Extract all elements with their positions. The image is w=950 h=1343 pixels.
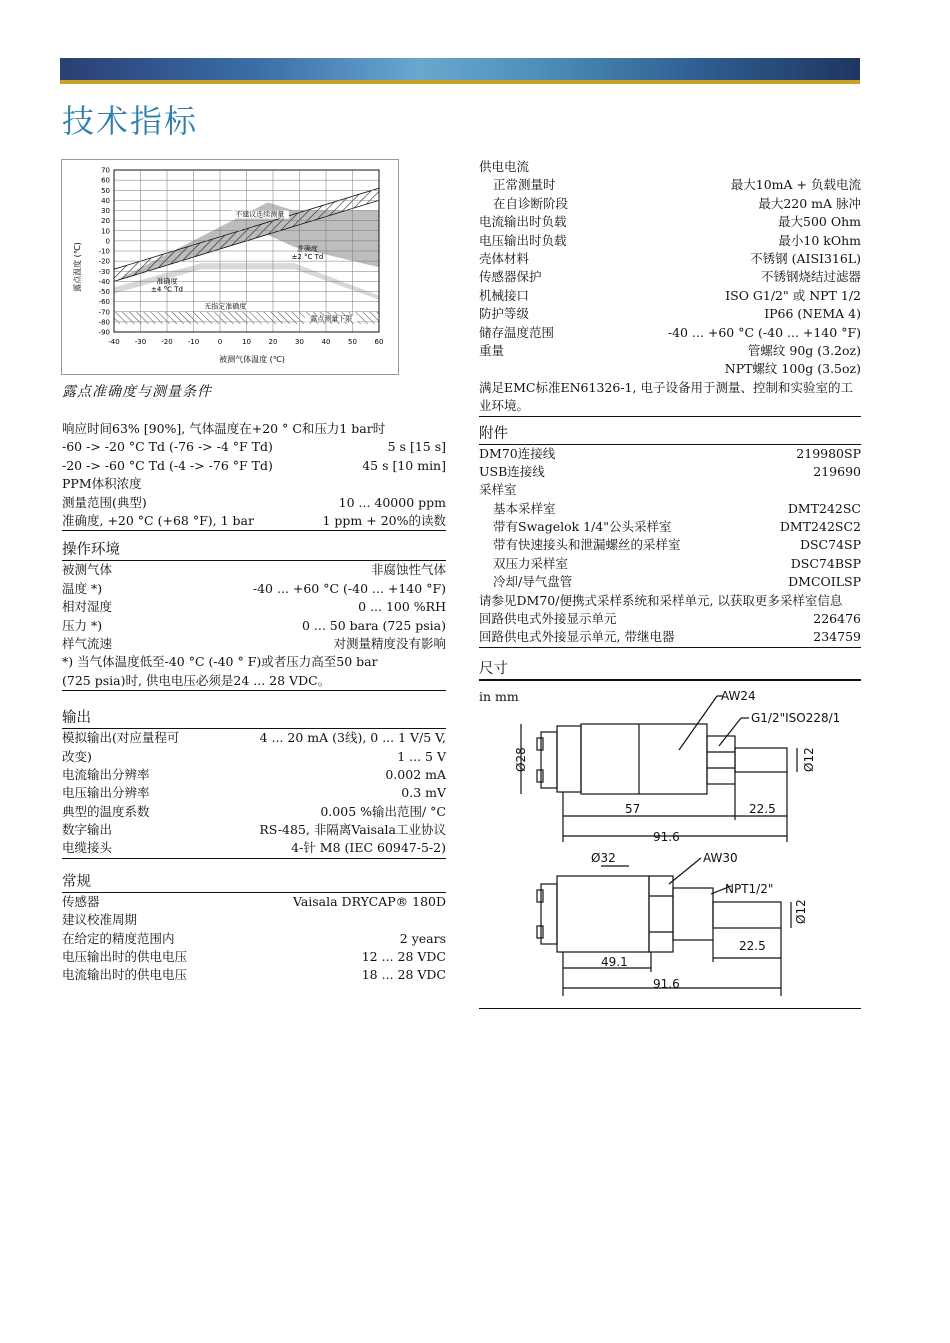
spec-label: 采样室 xyxy=(479,482,517,498)
spec-value: 最大500 Ohm xyxy=(778,214,861,230)
spec-value: 12 ... 28 VDC xyxy=(361,949,446,965)
spec-value: Vaisala DRYCAP® 180D xyxy=(292,893,446,909)
spec-value: 18 ... 28 VDC xyxy=(361,967,446,983)
y-tick-label: 70 xyxy=(101,166,110,175)
spec-label: 准确度, +20 °C (+68 °F), 1 bar xyxy=(62,512,254,528)
chart-plot-area xyxy=(99,167,384,347)
label-lower-limit: 露点测量下限 xyxy=(310,314,353,323)
spec-value: 45 s [10 min] xyxy=(362,457,446,473)
operating-note-2: (725 psia)时, 供电电压必须是24 ... 28 VDC。 xyxy=(62,672,446,691)
chart-caption: 露点准确度与测量条件 xyxy=(62,384,212,400)
dimension-drawings xyxy=(479,680,861,1012)
spec-label: 温度 *) xyxy=(62,580,103,596)
spec-value: RS-485, 非隔离Vaisala工业协议 xyxy=(259,822,446,838)
spec-value: 0 ... 100 %RH xyxy=(358,599,446,615)
spec-label: 回路供电式外接显示单元 xyxy=(479,611,617,627)
spec-label: 电缆接头 xyxy=(62,840,113,856)
spec-row xyxy=(479,250,861,268)
spec-label: 正常测量时 xyxy=(493,177,556,193)
spec-row xyxy=(479,481,861,499)
y-tick-label: -60 xyxy=(98,298,110,307)
spec-row xyxy=(479,213,861,231)
spec-row xyxy=(479,287,861,305)
spec-row xyxy=(479,592,861,610)
d2-total-label: 91.6 xyxy=(653,977,680,991)
spec-label: PPM体积浓度 xyxy=(62,476,142,492)
dimensions-bottom-rule xyxy=(479,1008,861,1009)
spec-value: 0.005 %输出范围/ °C xyxy=(320,803,446,819)
spec-label: 传感器保护 xyxy=(479,269,542,285)
y-tick-label: 10 xyxy=(101,227,110,236)
d1-aw-label: AW24 xyxy=(721,689,756,703)
spec-label: 壳体材料 xyxy=(479,250,530,266)
right-column xyxy=(479,158,861,704)
spec-value: DMCOILSP xyxy=(788,574,861,590)
spec-value: 最大10mA + 负载电流 xyxy=(730,177,861,193)
spec-value: 2 years xyxy=(399,930,446,946)
spec-value: DMT242SC2 xyxy=(779,519,861,535)
spec-row xyxy=(479,324,861,342)
spec-label: 储存温度范围 xyxy=(479,324,555,340)
spec-value: -40 ... +60 °C (-40 ... +140 °F) xyxy=(667,324,861,340)
y-tick-label: 30 xyxy=(101,207,110,215)
d1-thread-label: G1/2"ISO228/1 xyxy=(751,711,841,725)
spec-value: 管螺纹 90g (3.2oz) xyxy=(747,342,861,358)
spec-label: -20 -> -60 °C Td (-4 -> -76 °F Td) xyxy=(62,457,273,473)
x-tick-label: 30 xyxy=(295,338,304,346)
page-title: 技术指标 xyxy=(62,102,199,140)
spec-row xyxy=(479,268,861,286)
spec-label: 重量 xyxy=(479,342,505,358)
spec-value: DSC74BSP xyxy=(790,555,861,571)
y-tick-label: -70 xyxy=(98,308,110,317)
spec-row xyxy=(62,930,446,948)
spec-value: 219690 xyxy=(813,463,861,479)
spec-label: 电流输出分辨率 xyxy=(62,766,150,782)
spec-value: 最小10 kOhm xyxy=(778,232,861,248)
chart-svg xyxy=(62,160,398,374)
spec-label: 电流输出时的供电电压 xyxy=(62,967,188,983)
spec-label: 数字输出 xyxy=(62,822,113,838)
y-tick-label: -20 xyxy=(98,257,110,266)
spec-row xyxy=(62,893,446,911)
d1-len2-label: 22.5 xyxy=(749,802,776,816)
x-tick-label: 60 xyxy=(374,338,384,346)
spec-row xyxy=(62,784,446,802)
y-tick-label: -50 xyxy=(98,288,110,296)
spec-value: 234759 xyxy=(813,629,861,645)
chart-x-label: 被测气体温度 (℃) xyxy=(219,355,285,364)
spec-label: 传感器 xyxy=(62,893,100,909)
spec-row xyxy=(479,500,861,518)
spec-row xyxy=(479,555,861,573)
spec-label: 样气流速 xyxy=(62,635,113,651)
x-tick-label: -30 xyxy=(134,338,147,346)
y-tick-label: 50 xyxy=(101,186,110,195)
spec-row xyxy=(479,342,861,360)
y-tick-label: 20 xyxy=(101,217,110,226)
spec-row xyxy=(479,518,861,536)
power-spec-list xyxy=(479,158,861,379)
spec-label: USB连接线 xyxy=(479,463,545,479)
y-tick-label: -90 xyxy=(98,328,110,337)
spec-value: 226476 xyxy=(813,611,861,627)
spec-label: 电流输出时负载 xyxy=(479,214,567,230)
spec-value: IP66 (NEMA 4) xyxy=(764,306,861,322)
spec-value: 5 s [15 s] xyxy=(387,439,446,455)
spec-value: 4 ... 20 mA (3线), 0 ... 1 V/5 V, xyxy=(259,730,446,746)
spec-label: 响应时间63% [90%], 气体温度在+20 ° C和压力1 bar时 xyxy=(62,421,386,436)
spec-value: 非腐蚀性气体 xyxy=(370,562,446,578)
spec-row xyxy=(479,232,861,250)
emc-statement: 满足EMC标准EN61326-1, 电子设备用于测量、控制和实验室的工业环境。 xyxy=(479,379,861,417)
spec-label: 测量范围(典型) xyxy=(62,494,147,510)
spec-value: 1 ppm + 20%的读数 xyxy=(322,512,446,528)
x-tick-label: -20 xyxy=(161,338,173,346)
d1-probe xyxy=(735,748,787,772)
spec-row xyxy=(62,748,446,766)
label-unspecified: 无指定准确度 xyxy=(204,302,247,311)
label-acc2-2: ±2 °C Td xyxy=(291,253,324,262)
spec-row xyxy=(479,305,861,323)
left-column xyxy=(62,420,446,985)
spec-row xyxy=(62,457,446,475)
spec-row xyxy=(479,610,861,628)
d2-len2-label: 22.5 xyxy=(739,939,766,953)
y-tick-label: -40 xyxy=(98,277,110,286)
operating-section-title: 操作环境 xyxy=(62,541,446,561)
spec-row xyxy=(62,617,446,635)
y-tick-label: -10 xyxy=(98,247,110,256)
d1-body xyxy=(581,724,707,794)
spec-value: 10 ... 40000 ppm xyxy=(338,494,446,510)
d2-hex xyxy=(649,876,673,952)
chart-y-label: 露点温度 (℃) xyxy=(73,242,82,292)
spec-label: -60 -> -20 °C Td (-76 -> -4 °F Td) xyxy=(62,439,273,455)
spec-row xyxy=(479,573,861,591)
spec-label: 改变) xyxy=(62,748,92,764)
x-tick-label: -10 xyxy=(187,338,200,346)
spec-label: 相对湿度 xyxy=(62,599,113,615)
spec-value: 最大220 mA 脉冲 xyxy=(758,195,861,211)
spec-label: 冷却/导气盘管 xyxy=(493,574,573,590)
spec-label: 防护等级 xyxy=(479,306,530,322)
y-tick-label: 60 xyxy=(101,176,110,185)
spec-row xyxy=(62,966,446,984)
spec-label: DM70连接线 xyxy=(479,445,556,461)
spec-label: 电压输出时的供电电压 xyxy=(62,949,188,965)
spec-row xyxy=(62,911,446,929)
d2-thread-label: NPT1/2" xyxy=(725,882,774,896)
spec-row xyxy=(479,360,861,378)
operating-note-1: *) 当气体温度低至-40 °C (-40 ° F)或者压力高至50 bar xyxy=(62,654,378,670)
spec-value: 0.3 mV xyxy=(401,785,446,801)
spec-label: 带有Swagelok 1/4"公头采样室 xyxy=(493,519,672,535)
x-tick-label: 50 xyxy=(348,338,357,346)
spec-row xyxy=(62,561,446,579)
spec-value: 0 ... 50 bara (725 psia) xyxy=(301,617,446,633)
label-acc2-1: 准确度 xyxy=(296,245,318,253)
spec-label: 在自诊断阶段 xyxy=(493,195,569,211)
label-acc4-2: ±4 °C Td xyxy=(151,285,183,294)
d1-len1-label: 57 xyxy=(625,802,641,816)
x-tick-label: 10 xyxy=(242,338,251,346)
y-tick-label: 40 xyxy=(101,196,110,205)
d2-dia-label: Ø32 xyxy=(591,851,616,865)
d2-tip-label: Ø12 xyxy=(794,899,808,924)
spec-row xyxy=(479,176,861,194)
spec-row xyxy=(62,475,446,493)
spec-value: 1 ... 5 V xyxy=(397,748,446,764)
spec-row xyxy=(62,420,446,438)
y-tick-label: -80 xyxy=(98,318,110,327)
spec-label: 回路供电式外接显示单元, 带继电器 xyxy=(479,629,675,645)
spec-row xyxy=(62,839,446,858)
spec-value: 对测量精度没有影响 xyxy=(333,635,446,651)
spec-label: 压力 *) xyxy=(62,617,103,633)
spec-label: 模拟输出(对应量程可 xyxy=(62,730,180,746)
accessories-section-title: 附件 xyxy=(479,425,861,445)
spec-value: ISO G1/2" 或 NPT 1/2 xyxy=(725,287,861,303)
spec-value: -40 ... +60 °C (-40 ... +140 °F) xyxy=(252,580,446,596)
spec-row xyxy=(62,803,446,821)
accessories-list xyxy=(479,445,861,648)
spec-row xyxy=(62,580,446,598)
spec-value: 4-针 M8 (IEC 60947-5-2) xyxy=(291,840,446,856)
spec-value: 219980SP xyxy=(796,445,861,461)
spec-value: 不锈钢烧结过滤器 xyxy=(760,269,861,285)
dimensions-unit: in mm xyxy=(479,688,519,704)
spec-row xyxy=(479,463,861,481)
spec-row xyxy=(479,536,861,554)
spec-row xyxy=(479,445,861,463)
label-not-recommended: 不建议连续测量 xyxy=(235,210,285,219)
spec-row xyxy=(62,635,446,653)
spec-label: 双压力采样室 xyxy=(493,555,569,571)
spec-label: 典型的温度系数 xyxy=(62,803,150,819)
response-spec-list xyxy=(62,420,446,531)
spec-label: 在给定的精度范围内 xyxy=(62,930,175,946)
spec-row xyxy=(479,195,861,213)
spec-label: 建议校准周期 xyxy=(62,912,138,928)
general-spec-list xyxy=(62,893,446,985)
spec-value: DSC74SP xyxy=(799,537,861,553)
spec-row xyxy=(62,729,446,747)
spec-label: 电压输出分辨率 xyxy=(62,785,150,801)
x-tick-label: 40 xyxy=(321,338,331,346)
spec-label: 带有快速接头和泄漏螺丝的采样室 xyxy=(493,537,681,553)
spec-label: 电压输出时负载 xyxy=(479,232,567,248)
d2-len1-label: 49.1 xyxy=(601,955,628,969)
x-tick-label: 0 xyxy=(217,338,223,346)
operating-spec-list xyxy=(62,561,446,653)
y-tick-label: 0 xyxy=(105,237,110,246)
spec-row xyxy=(62,766,446,784)
dewpoint-accuracy-chart xyxy=(61,159,399,375)
d2-body xyxy=(557,876,649,952)
spec-value: NPT螺纹 100g (3.5oz) xyxy=(724,361,861,377)
spec-value: DMT242SC xyxy=(787,500,861,516)
header-banner xyxy=(60,58,860,80)
spec-row xyxy=(62,494,446,512)
d2-probe xyxy=(713,902,781,928)
spec-row xyxy=(479,628,861,647)
spec-row xyxy=(62,948,446,966)
spec-row xyxy=(62,821,446,839)
y-tick-label: -30 xyxy=(98,267,110,276)
d2-aw-label: AW30 xyxy=(703,851,738,865)
x-tick-label: 20 xyxy=(268,338,278,346)
spec-row xyxy=(62,438,446,456)
spec-label: 请参见DM70/便携式采样系统和采样单元, 以获取更多采样室信息 xyxy=(479,592,843,608)
d1-total-label: 91.6 xyxy=(653,830,680,844)
d1-dia-label: Ø28 xyxy=(514,747,528,772)
spec-value: 不锈钢 (AISI316L) xyxy=(750,250,861,266)
header-accent-line xyxy=(60,80,860,84)
d1-housing-ring xyxy=(557,726,581,792)
output-spec-list xyxy=(62,729,446,859)
d2-thread xyxy=(673,888,713,940)
spec-label: 供电电流 xyxy=(479,159,530,174)
label-acc4-1: 准确度 xyxy=(156,277,178,286)
spec-row xyxy=(62,512,446,531)
spec-label: 机械接口 xyxy=(479,287,530,303)
spec-label: 基本采样室 xyxy=(493,500,556,516)
x-tick-label: -40 xyxy=(108,338,120,346)
spec-row xyxy=(479,158,861,176)
output-section-title: 输出 xyxy=(62,709,446,729)
general-section-title: 常规 xyxy=(62,873,446,893)
spec-label: 被测气体 xyxy=(62,562,113,578)
spec-row xyxy=(62,598,446,616)
dimensions-section-title: 尺寸 xyxy=(479,660,861,681)
spec-value: 0.002 mA xyxy=(385,766,446,782)
d1-tip-label: Ø12 xyxy=(802,747,816,772)
